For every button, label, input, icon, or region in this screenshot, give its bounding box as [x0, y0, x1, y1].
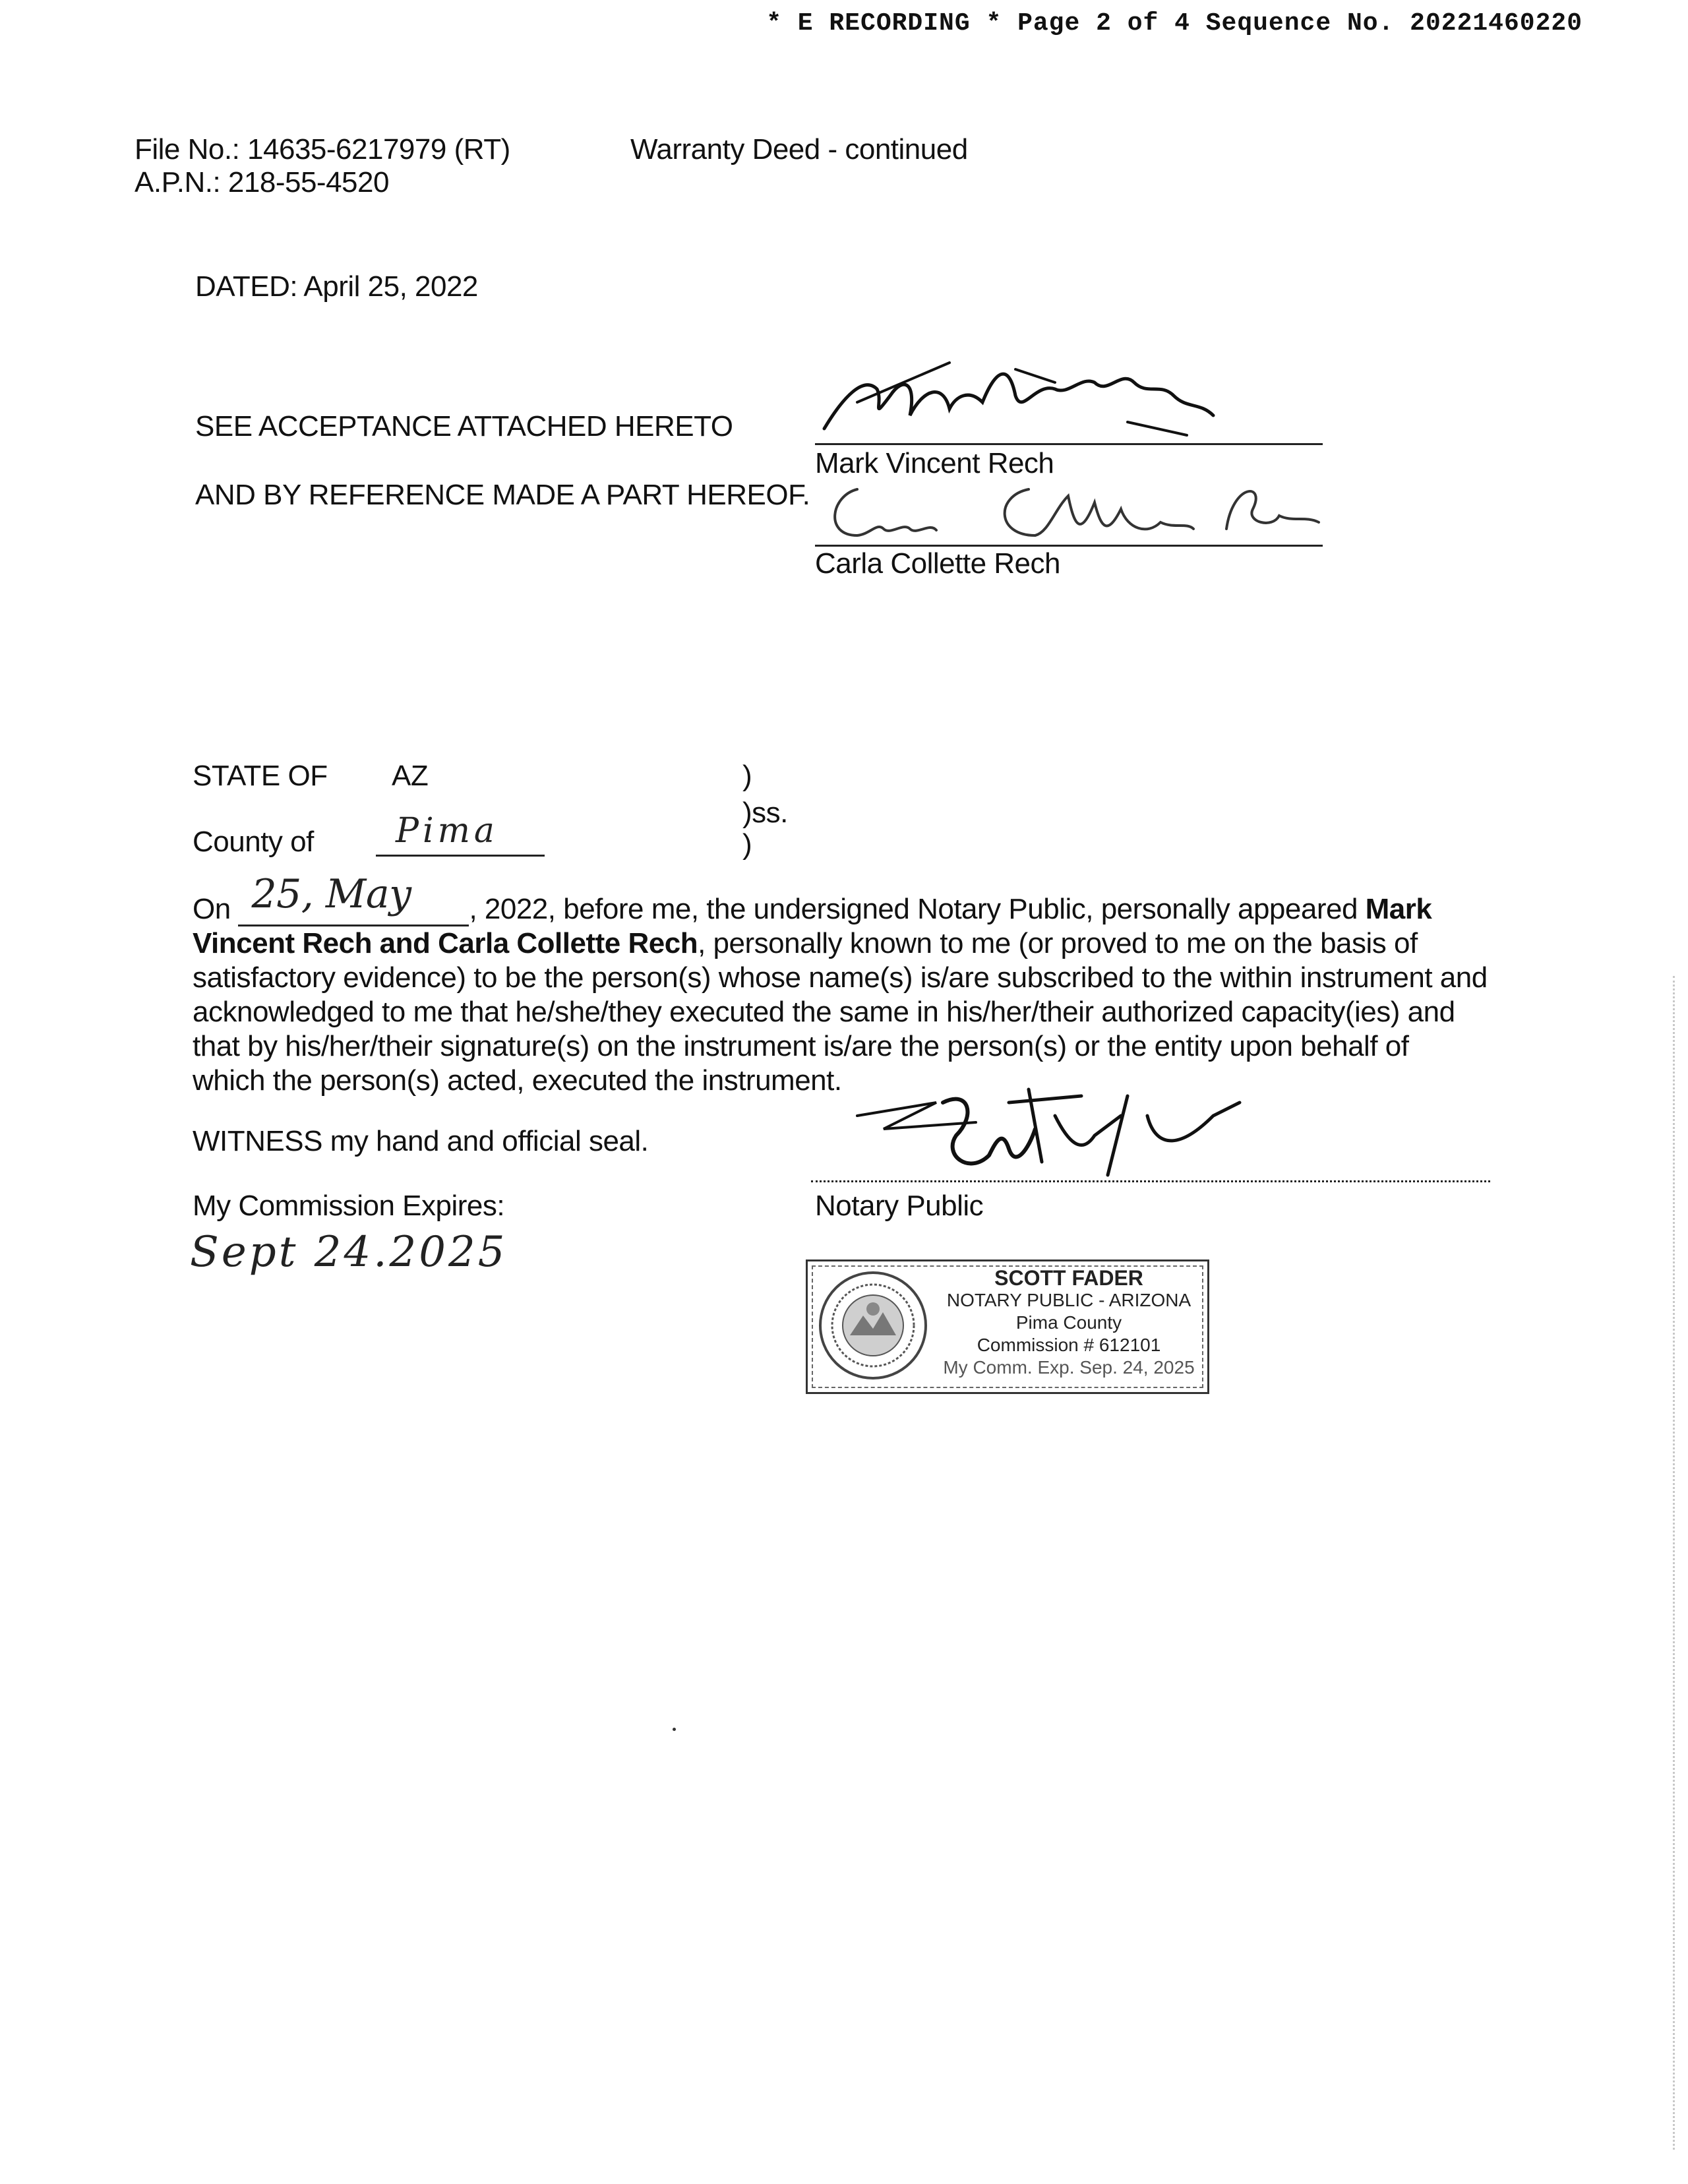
apn-number: A.P.N.: 218-55-4520 [135, 166, 389, 198]
ack-text-1: , 2022, before me, the undersigned Notary Public, personally appeared [469, 893, 1366, 925]
acceptance-line-2: AND BY REFERENCE MADE A PART HEREOF. [195, 479, 810, 511]
notary-signature [844, 1076, 1253, 1188]
acknowledgment-paragraph [193, 871, 1498, 1098]
document-title: Warranty Deed - continued [630, 133, 968, 166]
ack-line-5: that by his/her/their signature(s) on the instrument is/are the person(s) or the entity upon behalf of [193, 1030, 1409, 1062]
ack-bold-names: Vincent Rech and Carla Collette Rech [193, 927, 698, 959]
recording-header: * E RECORDING * Page 2 of 4 Sequence No. 20221460220 [766, 9, 1582, 38]
ack-date-handwritten: 25, May [251, 871, 411, 917]
stamp-notary-name: SCOTT FADER [994, 1266, 1143, 1290]
ack-bold-mark: Mark [1365, 893, 1432, 925]
stamp-text-block [937, 1267, 1201, 1379]
acceptance-line-1: SEE ACCEPTANCE ATTACHED HERETO [195, 410, 733, 442]
notary-label: Notary Public [815, 1190, 984, 1222]
commission-expiration-handwritten: Sept 24.2025 [190, 1228, 508, 1277]
venue-ss: )ss. [742, 797, 788, 829]
ack-line-6: which the person(s) acted, executed the instrument. [193, 1064, 842, 1097]
state-label: STATE OF [193, 760, 328, 792]
county-label: County of [193, 826, 314, 858]
ack-on: On [193, 893, 231, 925]
venue-paren-1: ) [742, 760, 752, 792]
stray-dot [673, 1728, 676, 1731]
county-underline [376, 855, 545, 857]
arizona-seal-icon [817, 1269, 929, 1381]
dated-line: DATED: April 25, 2022 [195, 270, 478, 303]
stamp-county: Pima County [1015, 1312, 1122, 1333]
stamp-expiration: My Comm. Exp. Sep. 24, 2025 [943, 1357, 1195, 1378]
county-value-handwritten: Pima [396, 811, 498, 851]
stamp-notary-title: NOTARY PUBLIC - ARIZONA [946, 1290, 1191, 1310]
stamp-commission-number: Commission # 612101 [977, 1335, 1161, 1355]
ack-text-2: , personally known to me (or proved to me on the basis of [698, 927, 1418, 959]
file-number: File No.: 14635-6217979 (RT) [135, 133, 510, 166]
signature-mark-vincent-rech [818, 356, 1226, 448]
signer-1-name: Mark Vincent Rech [815, 447, 1054, 479]
witness-line: WITNESS my hand and official seal. [193, 1125, 649, 1157]
signer-2-name: Carla Collette Rech [815, 547, 1060, 580]
signature-carla-collette-rech [818, 476, 1325, 549]
commission-label: My Commission Expires: [193, 1190, 505, 1222]
scan-edge-dots [1671, 976, 1675, 2150]
signature-line-2 [815, 545, 1323, 547]
signature-line-1 [815, 443, 1323, 445]
notary-signature-line [811, 1180, 1490, 1182]
state-value: AZ [392, 760, 429, 792]
ack-line-3: satisfactory evidence) to be the person(s) whose name(s) is/are subscribed to the within instrument and [193, 961, 1488, 994]
ack-date-blank [238, 871, 469, 926]
venue-paren-2: ) [742, 828, 752, 861]
ack-line-4: acknowledged to me that he/she/they executed the same in his/her/their authorized capacity(ies) and [193, 996, 1455, 1028]
notary-stamp [806, 1259, 1209, 1394]
